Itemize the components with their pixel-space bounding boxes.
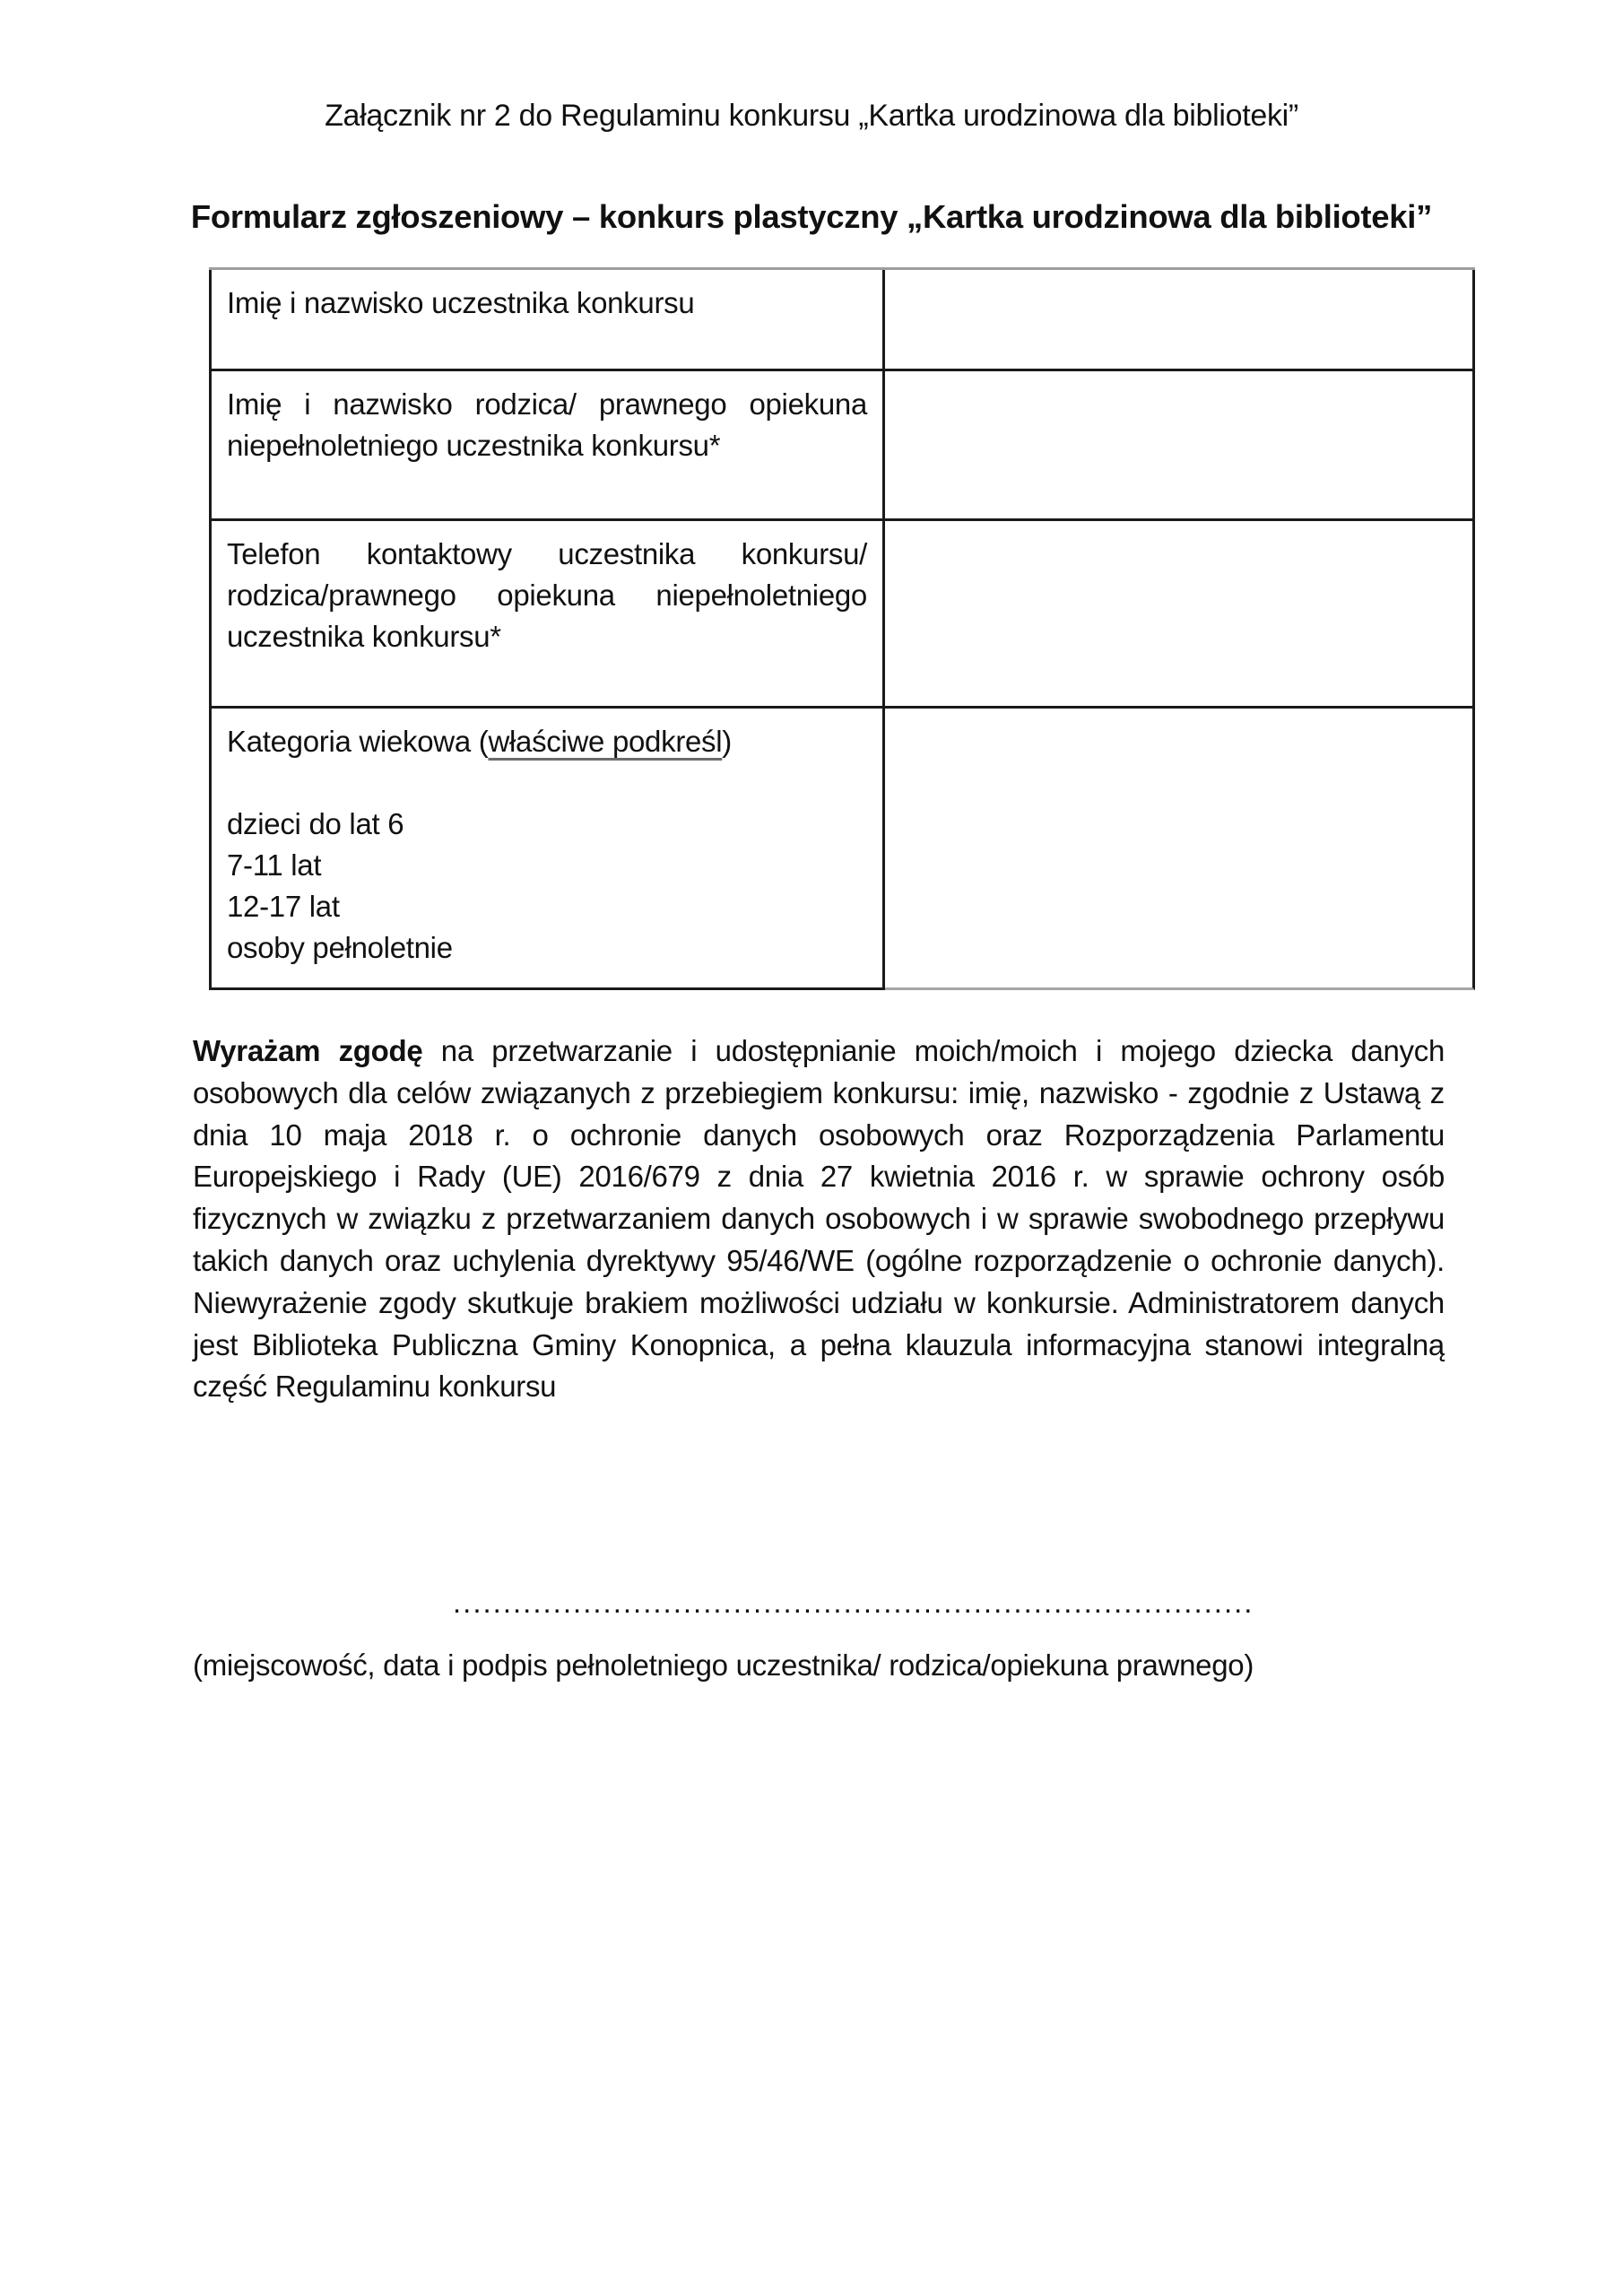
contact-phone-label: Telefon kontaktowy uczestnika konkursu/ rodzica/prawnego opiekuna niepełnoletniego uczestnika konkursu* [209, 521, 885, 709]
age-option-12-17: 12-17 lat [227, 890, 340, 923]
age-option-adults: osoby pełnoletnie [227, 931, 453, 964]
contact-phone-input-cell[interactable] [885, 521, 1475, 709]
age-category-cell [209, 709, 885, 990]
table-row-age-category [209, 709, 1475, 990]
table-row-parent-name [209, 371, 1475, 521]
parent-name-label: Imię i nazwisko rodzica/ prawnego opiekuna niepełnoletniego uczestnika konkursu* [209, 371, 885, 521]
attachment-note: Załącznik nr 2 do Regulaminu konkursu „Kartka urodzinowa dla biblioteki” [325, 99, 1298, 133]
consent-paragraph [193, 1031, 1445, 1408]
age-options-list [227, 804, 867, 969]
participant-name-label: Imię i nazwisko uczestnika konkursu [209, 270, 885, 371]
age-category-label-prefix: Kategoria wiekowa ( [227, 725, 489, 758]
signature-dotted-line: ................................................................................ [453, 1586, 1254, 1619]
table-row-contact-phone [209, 521, 1475, 709]
age-category-input-cell[interactable] [885, 709, 1475, 990]
table-row-participant-name [209, 270, 1475, 371]
participant-name-input-cell[interactable] [885, 270, 1475, 371]
consent-body-text: na przetwarzanie i udostępnianie moich/moich i mojego dziecka danych osobowych dla celów związanych z przebiegiem konkursu: imię, nazwisko - zgodnie z Ustawą z dnia 10 maja 2018 r. o ochronie danych osobowych oraz Rozporządzenia Parlamentu Europejskiego i Rady (UE) 2016/679 z dnia 27 kwietnia 2016 r. w sprawie ochrony osób fizycznych w związku z przetwarzaniem danych osobowych i w sprawie swobodnego przepływu takich danych oraz uchylenia dyrektywy 95/46/WE (ogólne rozporządzenie o ochronie danych). Niewyrażenie zgody skutkuje brakiem możliwości udziału w konkursie. Administratorem danych jest Biblioteka Publiczna Gminy Konopnica, a pełna klauzula informacyjna stanowi integralną część Regulaminu konkursu [193, 1034, 1445, 1404]
parent-name-input-cell[interactable] [885, 371, 1475, 521]
signature-caption: (miejscowość, data i podpis pełnoletniego uczestnika/ rodzica/opiekuna prawnego) [193, 1648, 1254, 1682]
age-category-label-underlined: właściwe podkreśl [488, 725, 723, 758]
entry-form-table [209, 267, 1475, 990]
age-category-label [227, 721, 867, 762]
age-option-children-under-6: dzieci do lat 6 [227, 807, 404, 840]
page-title: Formularz zgłoszeniowy – konkurs plastyczny „Kartka urodzinowa dla biblioteki” [190, 198, 1433, 235]
age-option-7-11: 7-11 lat [227, 848, 322, 882]
age-category-label-suffix: ) [722, 725, 732, 758]
consent-lead-bold: Wyrażam zgodę [193, 1034, 423, 1067]
